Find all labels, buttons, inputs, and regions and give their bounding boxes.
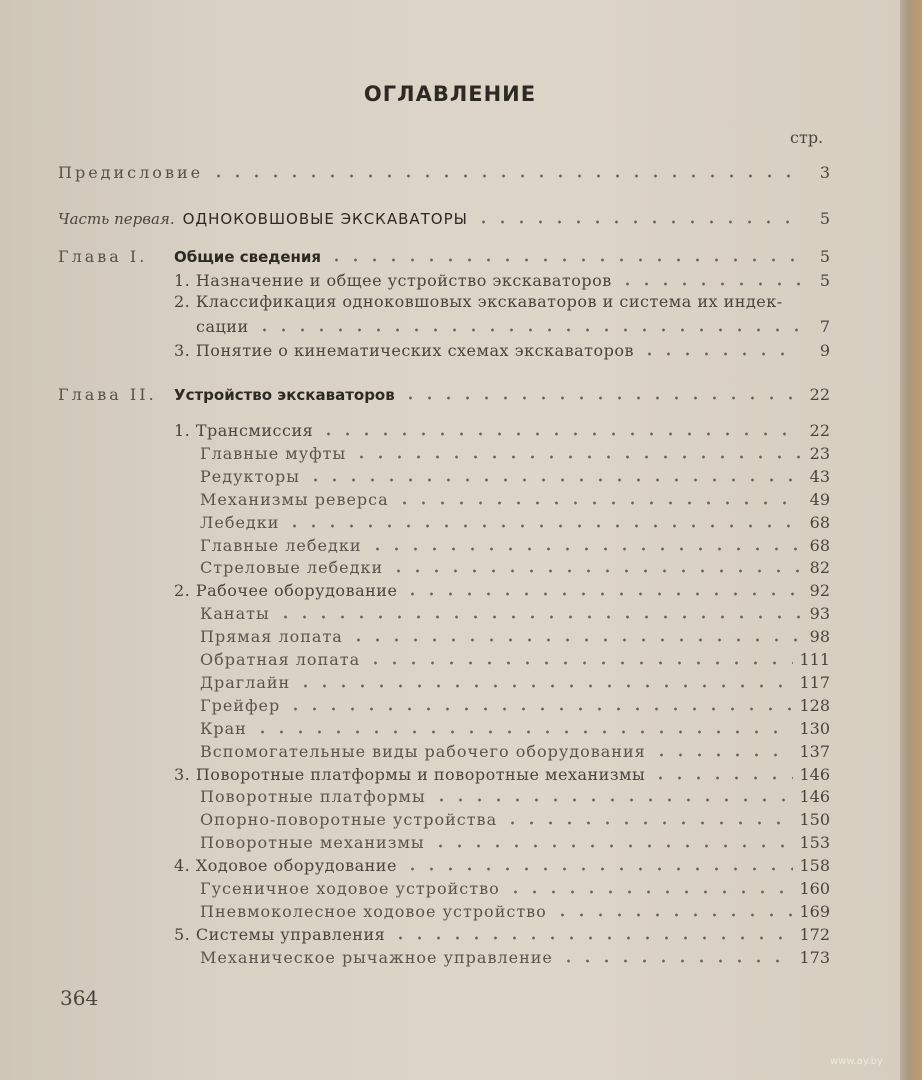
section-label: 1. Назначение и общее устройство экскаваторов — [174, 271, 612, 290]
leader-dots — [391, 936, 793, 940]
toc-subsection — [200, 624, 830, 646]
leader-dots — [276, 615, 800, 619]
page-number: 117 — [799, 673, 830, 692]
toc-subsection — [200, 441, 830, 463]
toc-chapter-2 — [174, 382, 830, 404]
page-number: 5 — [819, 209, 830, 228]
preface-label: Предисловие — [58, 163, 204, 182]
page-number: 68 — [809, 536, 830, 555]
leader-dots — [366, 661, 793, 665]
leader-dots — [652, 753, 794, 757]
page-number: 172 — [799, 925, 830, 944]
chapter-2-title: Устройство экскаваторов — [174, 386, 395, 404]
section-label: 1. Трансмиссия — [174, 421, 314, 440]
leader-dots — [327, 258, 800, 262]
page-number: 146 — [799, 765, 830, 784]
toc-section — [196, 314, 830, 336]
toc-subsection — [200, 945, 830, 967]
toc-section — [174, 338, 830, 360]
subsection-label: Гусеничное ходовое устройство — [200, 879, 500, 898]
page-number: 98 — [809, 627, 830, 646]
leader-dots — [319, 432, 800, 436]
leader-dots — [559, 959, 794, 963]
toc-preface — [58, 160, 830, 182]
page-number: 23 — [809, 444, 830, 463]
toc-part — [58, 206, 830, 228]
subsection-label: Прямая лопата — [200, 627, 343, 646]
page-number: 9 — [819, 341, 830, 360]
section-label: 3. Поворотные платформы и поворотные механизмы — [174, 765, 646, 784]
section-label: 5. Системы управления — [174, 925, 386, 944]
subsection-label: Пневмоколесное ходовое устройство — [200, 902, 547, 921]
page-number: 146 — [799, 787, 830, 806]
subsection-label: Механическое рычажное управление — [200, 948, 553, 967]
page-number: 82 — [809, 558, 830, 577]
page-number: 68 — [809, 513, 830, 532]
page-number: 111 — [799, 650, 830, 669]
part-prefix: Часть первая. — [58, 210, 175, 228]
leader-dots — [651, 776, 793, 780]
page-number: 158 — [799, 856, 830, 875]
toc-section — [174, 418, 830, 440]
toc-subsection — [200, 899, 830, 921]
page-number: 22 — [809, 421, 830, 440]
page-edge — [900, 0, 922, 1080]
leader-dots — [506, 890, 794, 894]
page-folio: 364 — [60, 986, 99, 1010]
toc-subsection — [200, 510, 830, 532]
subsection-label: Грейфер — [200, 696, 281, 715]
page-number: 49 — [809, 490, 830, 509]
section-label: 3. Понятие о кинематических схемах экскаваторов — [174, 341, 634, 360]
leader-dots — [618, 282, 800, 286]
leader-dots — [403, 592, 800, 596]
subsection-label: Механизмы реверса — [200, 490, 389, 509]
subsection-label: Канаты — [200, 604, 270, 623]
subsection-label: Вспомогательные виды рабочего оборудования — [200, 742, 646, 761]
section-label: 4. Ходовое оборудование — [174, 856, 397, 875]
subsection-label: Драглайн — [200, 673, 291, 692]
watermark: www.ay.by — [830, 1056, 883, 1067]
toc-section — [174, 762, 830, 784]
toc-subsection — [200, 533, 830, 555]
toc-subsection — [200, 487, 830, 509]
subsection-label: Главные муфты — [200, 444, 347, 463]
leader-dots — [395, 501, 800, 505]
page-column-label: стр. — [790, 128, 824, 147]
page-number: 137 — [799, 742, 830, 761]
chapter-1-title: Общие сведения — [174, 248, 322, 266]
page-number: 22 — [809, 385, 830, 404]
toc-title: ОГЛАВЛЕНИЕ — [363, 82, 537, 106]
leader-dots — [401, 396, 800, 400]
toc-subsection — [200, 670, 830, 692]
subsection-label: Поворотные механизмы — [200, 833, 425, 852]
toc-subsection — [200, 555, 830, 577]
page-number: 92 — [809, 581, 830, 600]
toc-subsection — [200, 807, 830, 829]
leader-dots — [368, 547, 800, 551]
page-number: 5 — [819, 271, 830, 290]
subsection-label: Кран — [200, 719, 247, 738]
toc-section — [174, 853, 830, 875]
leader-dots — [349, 638, 800, 642]
toc-subsection — [200, 601, 830, 623]
page-number: 93 — [809, 604, 830, 623]
page-number: 128 — [799, 696, 830, 715]
toc-subsection — [200, 739, 830, 761]
subsection-label: Лебедки — [200, 513, 280, 532]
leader-dots — [553, 913, 794, 917]
chapter-2-label: Глава II. — [58, 385, 157, 404]
leader-dots — [432, 798, 794, 802]
subsection-label: Редукторы — [200, 467, 300, 486]
toc-subsection — [200, 716, 830, 738]
section-label-continued: сации — [196, 317, 249, 336]
leader-dots — [474, 220, 800, 224]
page-number: 169 — [799, 902, 830, 921]
section-label: 2. Классификация одноковшовых экскаваторов и система их индек- — [174, 292, 783, 311]
toc-subsection — [200, 784, 830, 806]
page-number: 153 — [799, 833, 830, 852]
subsection-label: Главные лебедки — [200, 536, 362, 555]
page-number: 150 — [799, 810, 830, 829]
leader-dots — [296, 684, 793, 688]
page-number: 130 — [799, 719, 830, 738]
leader-dots — [640, 352, 800, 356]
leader-dots — [403, 867, 794, 871]
page-number: 5 — [819, 247, 830, 266]
toc-subsection — [200, 647, 830, 669]
leader-dots — [352, 455, 800, 459]
page-number: 160 — [799, 879, 830, 898]
leader-dots — [285, 524, 800, 528]
toc-section — [174, 578, 830, 600]
subsection-label: Поворотные платформы — [200, 787, 426, 806]
section-label: 2. Рабочее оборудование — [174, 581, 398, 600]
page-number: 173 — [799, 948, 830, 967]
toc-chapter-1 — [174, 244, 830, 266]
subsection-label: Стреловые лебедки — [200, 558, 384, 577]
subsection-label: Обратная лопата — [200, 650, 361, 669]
page-number: 3 — [819, 163, 830, 182]
leader-dots — [286, 707, 793, 711]
leader-dots — [209, 174, 800, 178]
toc-section — [174, 922, 830, 944]
leader-dots — [253, 730, 794, 734]
page-number: 43 — [809, 467, 830, 486]
chapter-1-label: Глава I. — [58, 247, 148, 266]
leader-dots — [255, 328, 800, 332]
toc-section — [174, 268, 830, 290]
leader-dots — [503, 821, 793, 825]
page-number: 7 — [819, 317, 830, 336]
leader-dots — [431, 844, 794, 848]
toc-subsection — [200, 693, 830, 715]
leader-dots — [389, 569, 800, 573]
toc-subsection — [200, 464, 830, 486]
toc-subsection — [200, 830, 830, 852]
leader-dots — [306, 478, 800, 482]
part-title: ОДНОКОВШОВЫЕ ЭКСКАВАТОРЫ — [182, 210, 468, 228]
subsection-label: Опорно-поворотные устройства — [200, 810, 498, 829]
toc-subsection — [200, 876, 830, 898]
